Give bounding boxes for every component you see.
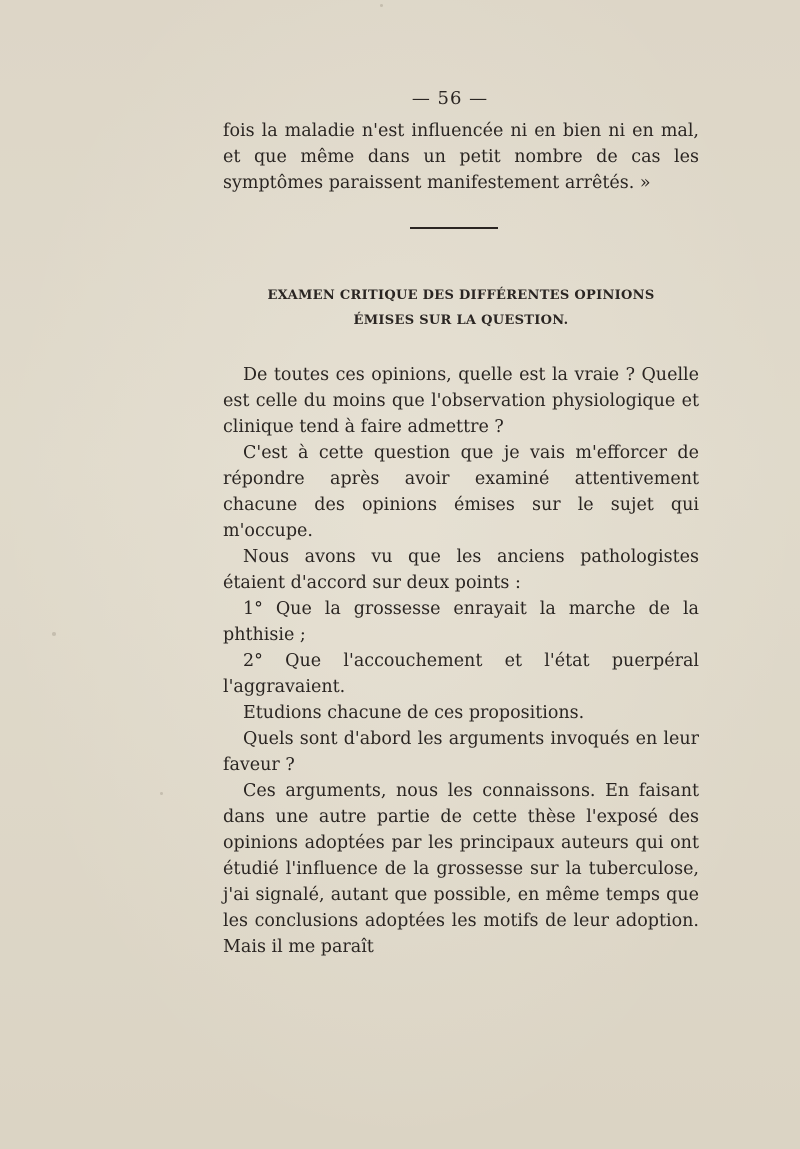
paragraph: Quels sont d'abord les arguments invoqués en leur faveur ? [223,729,699,775]
paragraph: Etudions chacune de ces propositions. [243,703,585,723]
paragraph: De toutes ces opinions, quelle est la vraie ? Quelle est celle du moins que l'observation physiologique et clinique tend à faire admettre ? [223,365,699,437]
section-heading-line-1: EXAMEN CRITIQUE DES DIFFÉRENTES OPINIONS [267,288,655,303]
paragraph: Ces arguments, nous les connaissons. En faisant dans une autre partie de cette thèse l'exposé des opinions adoptées par les principaux auteurs qui ont étudié l'influence de la grossesse sur la tuberculose, j'ai signalé, autant que possible, en même temps que les conclusions adoptées les motifs de leur adoption. Mais il me paraît [223,781,699,957]
continued-paragraph: fois la maladie n'est influencée ni en bien ni en mal, et que même dans un petit nombre de cas les symptômes paraissent manifestement arrêtés. » [223,121,699,193]
body-text [223,362,699,960]
list-item: 2° Que l'accouchement et l'état puerpéral l'aggravaient. [223,651,699,697]
paper-spot [160,792,163,795]
section-heading-line-2: ÉMISES SUR LA QUESTION. [353,313,569,328]
section-heading [223,283,699,333]
section-divider [410,227,498,229]
paper-spot [380,4,383,7]
list-item: 1° Que la grossesse enrayait la marche de la phthisie ; [223,599,699,645]
paper-spot [52,632,56,636]
paragraph: Nous avons vu que les anciens pathologistes étaient d'accord sur deux points : [223,547,699,593]
page-number: — 56 — [411,88,489,109]
paragraph: C'est à cette question que je vais m'efforcer de répondre après avoir examiné attentivement chacune des opinions émises sur le sujet qui m'occupe. [223,443,699,541]
